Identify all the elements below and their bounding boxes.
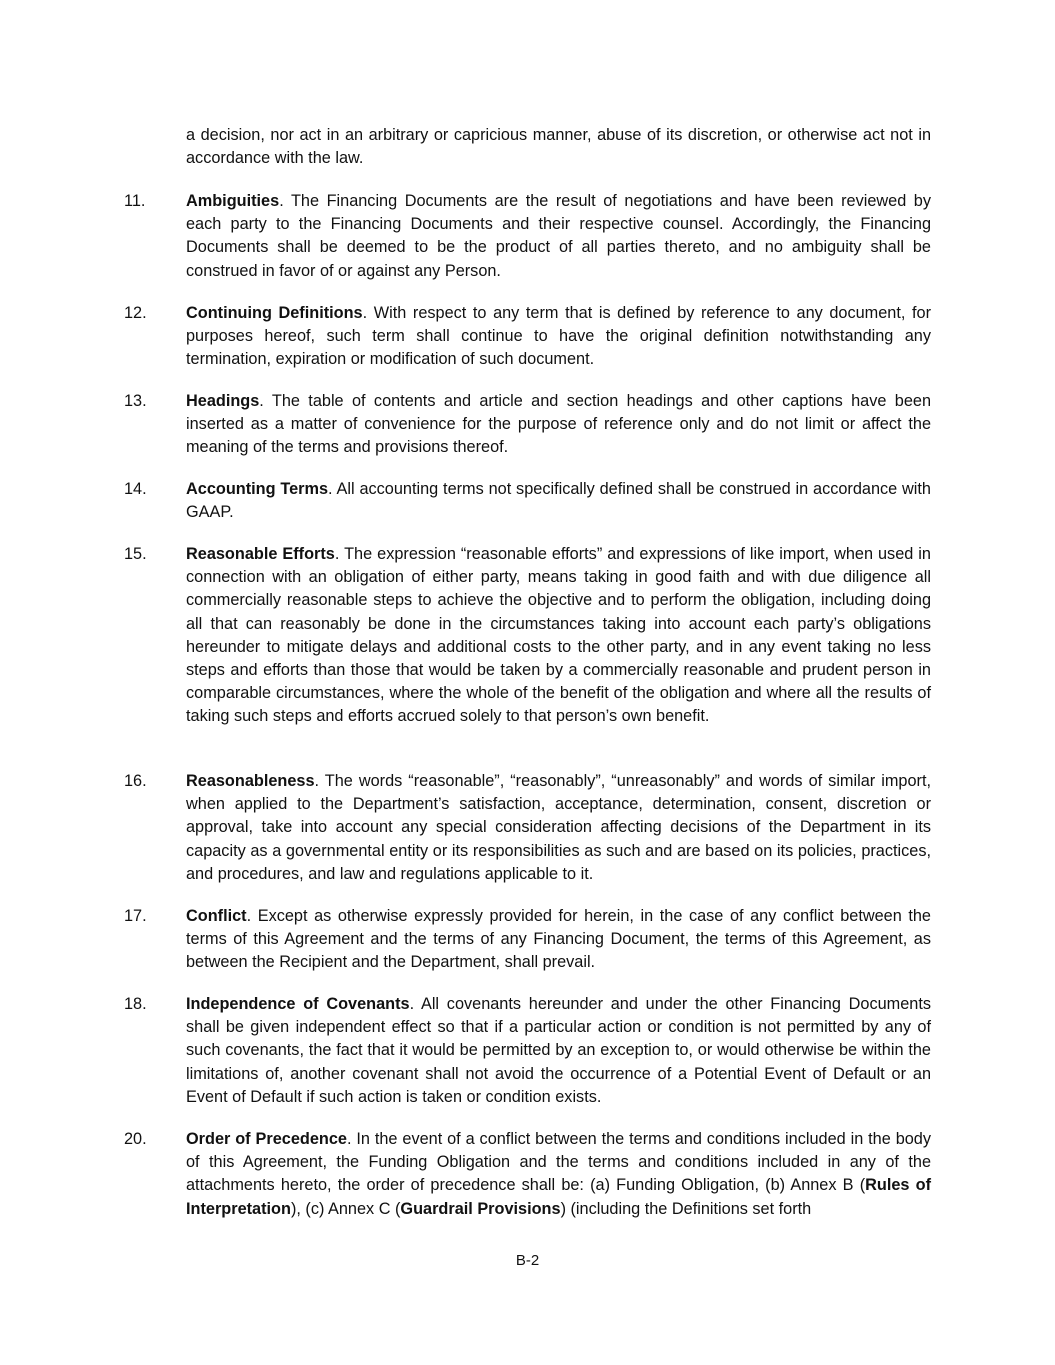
section-17 (124, 905, 931, 975)
section-body (186, 543, 931, 729)
section-text: . With respect to any term that is defined by reference to any document, for purposes hereof, such term shall continue to have the original definition notwithstanding any termination, expiration or modification of such document. (186, 304, 932, 369)
section-heading: Headings (186, 392, 260, 410)
section-number: 17. (124, 907, 147, 925)
section-12 (124, 302, 931, 372)
section-20 (124, 1128, 931, 1221)
section-body (186, 993, 931, 1109)
section-heading: Independence of Covenants (186, 995, 410, 1013)
section-13 (124, 390, 931, 460)
section-number: 11. (124, 192, 146, 210)
section-body (186, 905, 931, 975)
section-number: 12. (124, 304, 147, 322)
section-text: . Except as otherwise expressly provided for herein, in the case of any conflict between the terms of this Agreement and the terms of any Financing Document, the terms of this Agreement, as between the Recipient and the Department, shall prevail. (186, 907, 931, 972)
guardrail-provisions-ref: Guardrail Provisions (400, 1199, 561, 1218)
section-16 (124, 770, 931, 886)
section-14 (124, 478, 931, 524)
rules-of-interpretation-ref: Rules of Interpretation (186, 1176, 931, 1218)
section-number: 14. (124, 480, 147, 498)
section-text: . The table of contents and article and section headings and other captions have been inserted as a matter of convenience for the purpose of reference only and do not limit or affect the meaning of the terms and provisions thereof. (186, 392, 931, 457)
section-number: 15. (124, 545, 147, 563)
section-text: . The expression “reasonable efforts” and expressions of like import, when used in connection with an obligation of either party, means taking in good faith and with due diligence all commercially reasonable steps to achieve the objective and to perform the obligation, including doing all that can reasonably be done in the circumstances taking into account each party’s obligations hereunder to mitigate delays and additional costs to the other party, and in any event taking no less steps and efforts than those that would be taken by a commercially reasonable and prudent person in comparable circumstances, where the whole of the benefit of the obligation and where all the results of taking such steps and efforts accrued solely to that person’s own benefit. (186, 545, 931, 726)
section-18 (124, 993, 931, 1109)
section-heading: Continuing Definitions (186, 304, 363, 322)
section-body (186, 390, 931, 460)
section-text: . The Financing Documents are the result of negotiations and have been reviewed by each party to the Financing Documents and their respective counsel. Accordingly, the Financing Documents shall be deemed to be the product of all parties thereto, and no ambiguity shall be construed in favor of or against any Person. (186, 192, 931, 280)
section-heading: Accounting Terms (186, 480, 329, 498)
section-text: . All accounting terms not specifically defined shall be construed in accordance with GAAP. (186, 480, 931, 522)
section-heading: Ambiguities (186, 192, 280, 210)
section-11 (124, 190, 931, 283)
page-number: B-2 (515, 1252, 540, 1269)
section-number: 20. (124, 1130, 147, 1148)
section-number: 18. (124, 995, 147, 1013)
section-body (186, 1128, 931, 1221)
section-15 (124, 543, 931, 729)
section-heading: Conflict (186, 907, 247, 925)
section-heading: Reasonableness (186, 772, 315, 790)
section-heading: Reasonable Efforts (186, 545, 335, 563)
section-heading: Order of Precedence (186, 1130, 347, 1148)
continuation-paragraph: a decision, nor act in an arbitrary or capricious manner, abuse of its discretion, or otherwise act not in accordance with the law. (186, 126, 931, 168)
section-body (186, 770, 931, 886)
section-text: ), (c) Annex C ( (290, 1199, 401, 1218)
section-text: ) (including the Definitions set forth (560, 1199, 812, 1218)
section-text: . The words “reasonable”, “reasonably”, “unreasonably” and words of similar import, when applied to the Department’s satisfaction, acceptance, determination, consent, discretion or approval, take into account any special consideration affecting decisions of the Department in its capacity as a governmental entity or its responsibilities as such and are based on its policies, practices, and procedures, and law and regulations applicable to it. (186, 772, 931, 883)
section-text: . In the event of a conflict between the terms and conditions included in the body of this Agreement, the Funding Obligation and the terms and conditions included in any of the attachments hereto, the order of precedence shall be: (a) Funding Obligation, (b) Annex B ( (186, 1130, 931, 1195)
section-number: 16. (124, 772, 147, 790)
section-text: . All covenants hereunder and under the other Financing Documents shall be given independent effect so that if a particular action or condition is not permitted by any of such covenants, the fact that it would be permitted by an exception to, or would otherwise be within the limitations of, another covenant shall not avoid the occurrence of a Potential Event of Default or an Event of Default if such action is taken or condition exists. (186, 995, 931, 1106)
section-body (186, 302, 931, 372)
section-body (186, 190, 931, 283)
section-body (186, 478, 931, 524)
section-number: 13. (124, 392, 147, 410)
